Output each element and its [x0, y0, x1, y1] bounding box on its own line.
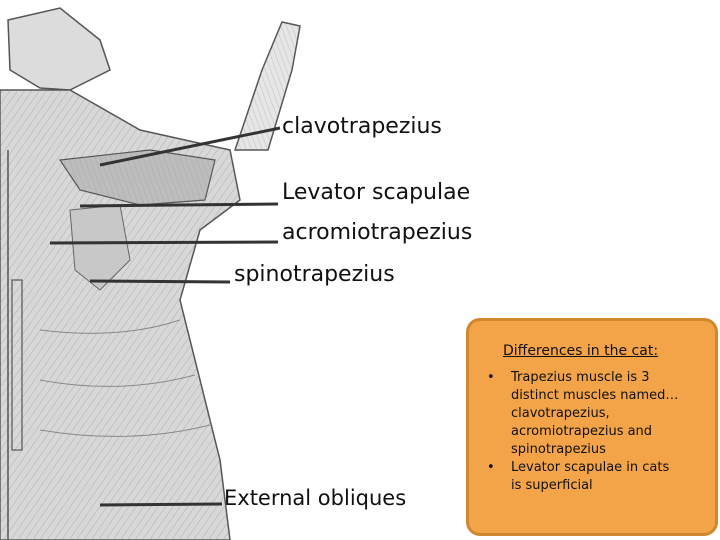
- label-acromiotrapezius: acromiotrapezius: [282, 220, 473, 245]
- list-item-line: clavotrapezius,: [511, 406, 610, 421]
- label-spinotrapezius: spinotrapezius: [234, 262, 395, 287]
- list-item-line: distinct muscles named…: [511, 388, 679, 403]
- list-item-line: Levator scapulae in cats: [511, 460, 670, 475]
- list-item-line: acromiotrapezius and: [511, 424, 653, 439]
- label-levator-scapulae: Levator scapulae: [282, 180, 471, 205]
- list-item-line: spinotrapezius: [511, 442, 606, 457]
- leader-levator-scapulae: [80, 204, 278, 206]
- list-item: [481, 459, 678, 495]
- list-item-line: Trapezius muscle is 3: [511, 370, 650, 385]
- callout-title: Differences in the cat:: [503, 343, 659, 359]
- leader-acromiotrapezius: [50, 242, 278, 243]
- bullet-icon: •: [487, 370, 495, 385]
- leader-spinotrapezius: [90, 281, 230, 282]
- list-item: [481, 369, 678, 459]
- callout-list: [481, 369, 678, 495]
- differences-callout-box: [466, 318, 718, 536]
- label-external-obliques: External obliques: [224, 486, 407, 510]
- head-shape: [8, 8, 110, 90]
- bullet-icon: •: [487, 460, 495, 475]
- list-item-line: is superficial: [511, 478, 593, 493]
- label-clavotrapezius: clavotrapezius: [282, 114, 442, 139]
- leader-external-obliques: [100, 504, 222, 505]
